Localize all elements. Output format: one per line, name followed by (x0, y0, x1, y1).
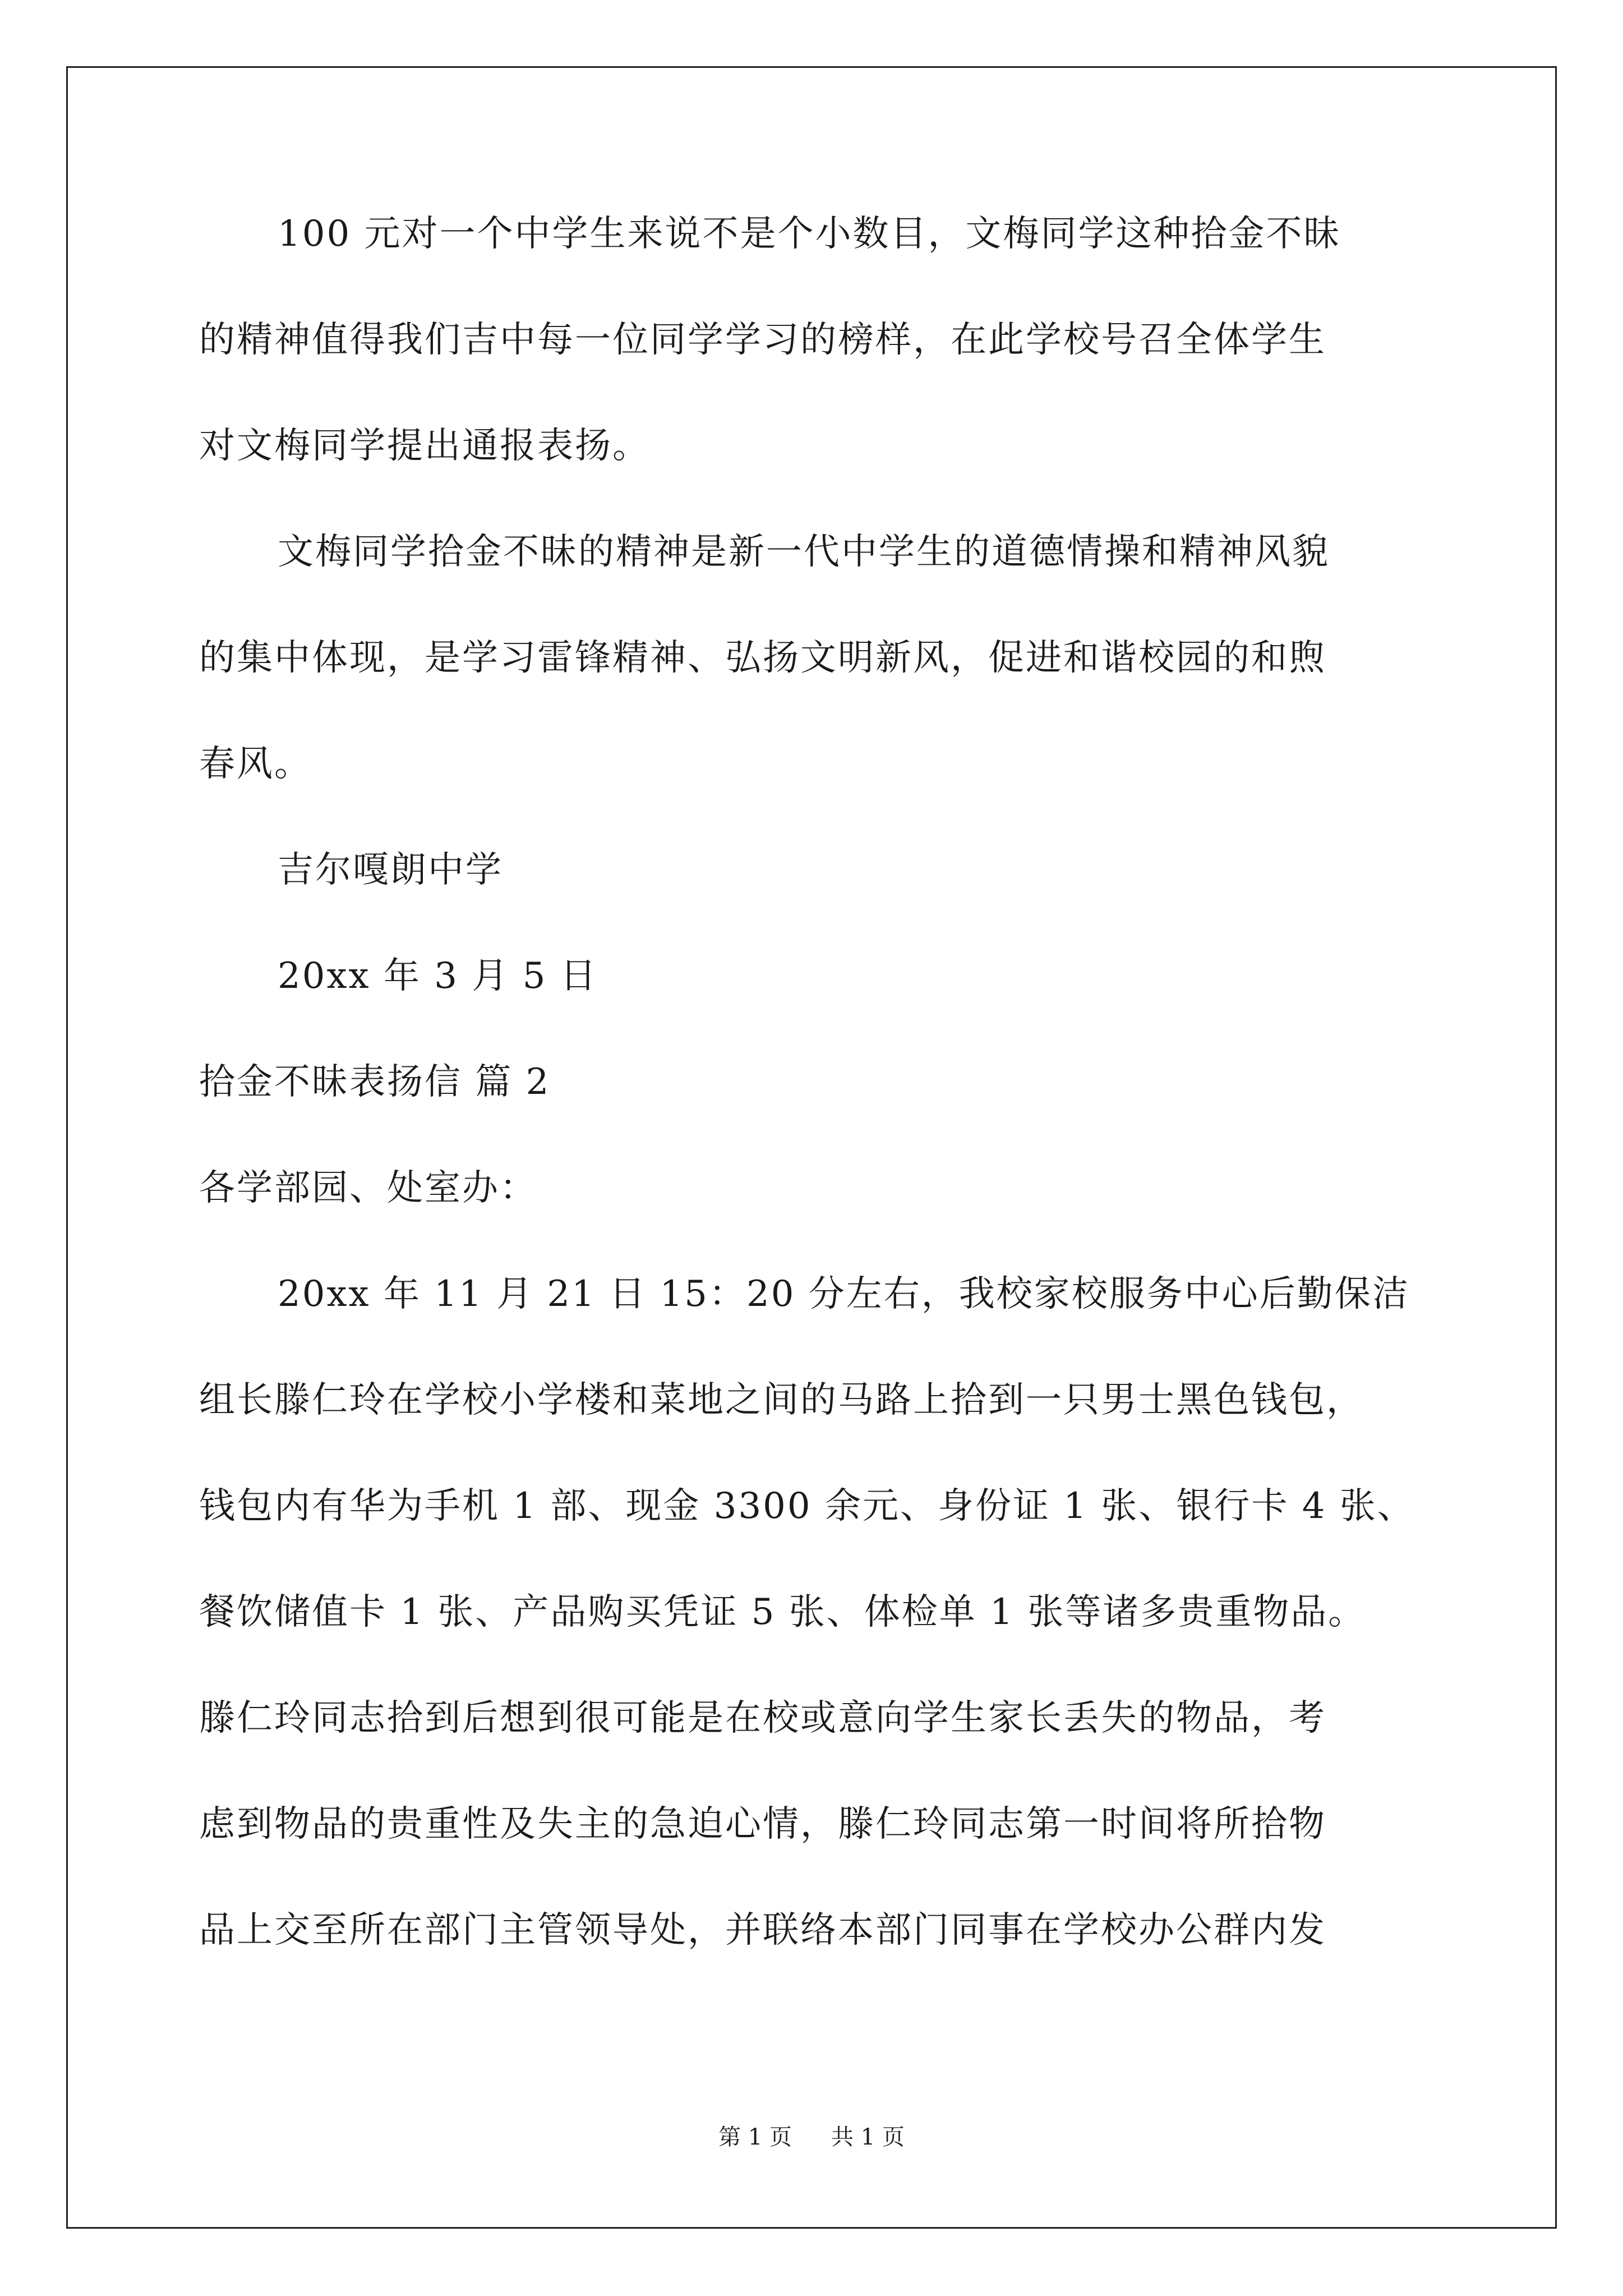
paragraph-line: 的集中体现，是学习雷锋精神、弘扬文明新风，促进和谐校园的和煦 (199, 637, 1326, 679)
section-heading: 拾金不昧表扬信 篇 2 (199, 1061, 551, 1103)
signature-school: 吉尔嘎朗中学 (278, 849, 503, 891)
signature-date: 20xx 年 3 月 5 日 (278, 955, 598, 997)
paragraph-line: 的精神值得我们吉中每一位同学学习的榜样，在此学校号召全体学生 (199, 319, 1326, 361)
paragraph-line: 滕仁玲同志拾到后想到很可能是在校或意向学生家长丢失的物品，考 (199, 1697, 1326, 1739)
page-total: 共 1 页 (831, 2124, 905, 2150)
paragraph-line: 春风。 (199, 743, 312, 785)
paragraph-line: 餐饮储值卡 1 张、产品购买凭证 5 张、体检单 1 张等诸多贵重物品。 (199, 1591, 1366, 1633)
paragraph-line: 文梅同学拾金不昧的精神是新一代中学生的道德情操和精神风貌 (278, 531, 1330, 573)
page-footer (0, 2126, 1623, 2148)
paragraph-line: 100 元对一个中学生来说不是个小数目，文梅同学这种拾金不昧 (278, 213, 1341, 255)
salutation: 各学部园、处室办： (199, 1167, 537, 1209)
paragraph-line: 20xx 年 11 月 21 日 15：20 分左右，我校家校服务中心后勤保洁 (278, 1273, 1410, 1315)
paragraph-line: 组长滕仁玲在学校小学楼和菜地之间的马路上拾到一只男士黑色钱包， (199, 1379, 1364, 1421)
document-body (199, 213, 1478, 2018)
paragraph-line: 钱包内有华为手机 1 部、现金 3300 余元、身份证 1 张、银行卡 4 张、 (199, 1485, 1415, 1527)
paragraph-line: 虑到物品的贵重性及失主的急迫心情，滕仁玲同志第一时间将所拾物 (199, 1803, 1326, 1845)
paragraph-line: 品上交至所在部门主管领导处，并联络本部门同事在学校办公群内发 (199, 1910, 1326, 1951)
page-number: 第 1 页 (718, 2124, 792, 2150)
paragraph-line: 对文梅同学提出通报表扬。 (199, 425, 650, 467)
